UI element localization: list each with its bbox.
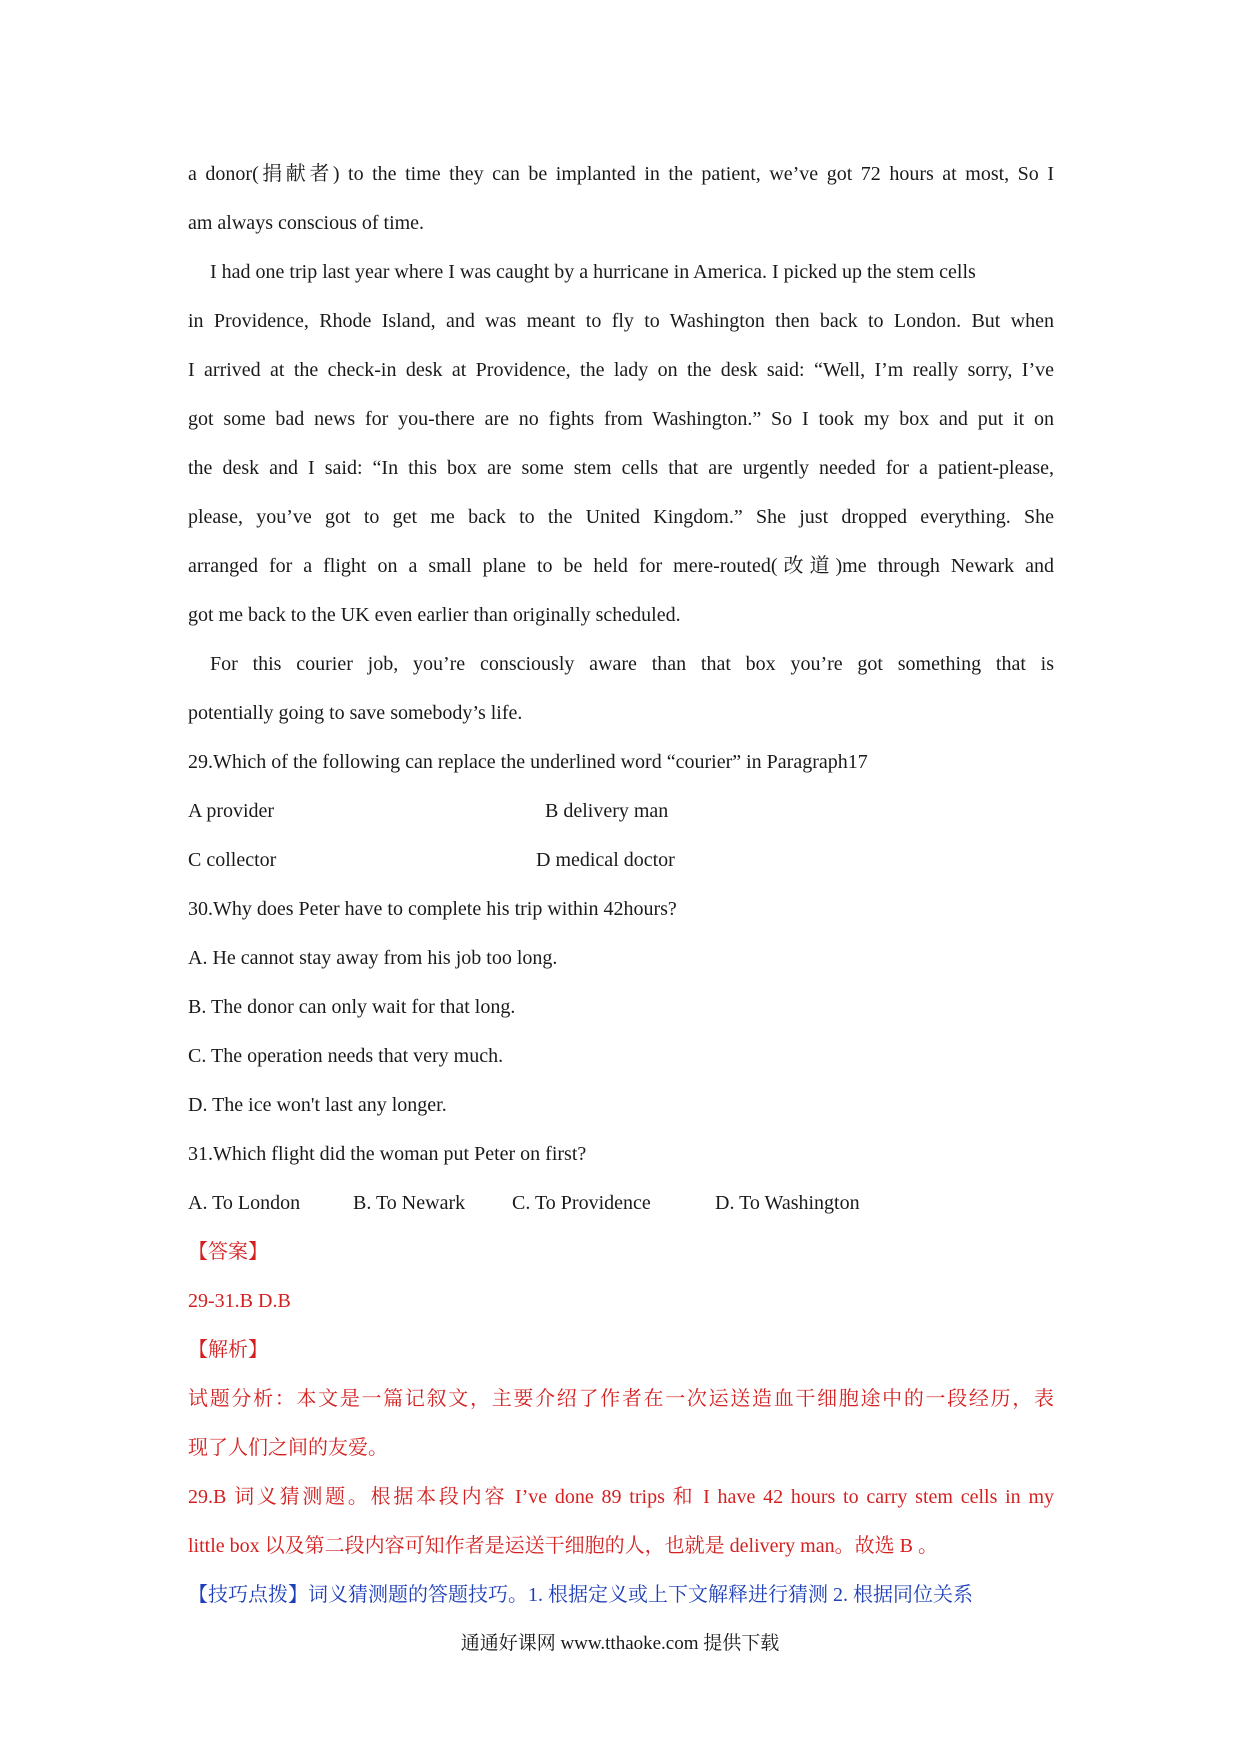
option-d: D medical doctor xyxy=(536,849,675,871)
analysis-q29: 29.B 词义猜测题。根据本段内容 I’ve done 89 trips 和 I have 42 hours to carry stem cells in my xyxy=(188,1486,1054,1508)
analysis-q29: little box 以及第二段内容可知作者是运送干细胞的人，也就是 delivery man。故选 B 。 xyxy=(188,1535,938,1557)
passage-line: got some bad news for you-there are no fights from Washington.” So I took my box and put it on xyxy=(188,408,1054,430)
passage-line: a donor(捐献者) to the time they can be implanted in the patient, we’ve got 72 hours at most, So I xyxy=(188,163,1054,185)
option-c: C collector xyxy=(188,849,277,871)
answer-value: 29-31.B D.B xyxy=(188,1290,291,1312)
option-d: D. The ice won't last any longer. xyxy=(188,1094,447,1116)
option-d: D. To Washington xyxy=(715,1192,860,1214)
option-c: C. The operation needs that very much. xyxy=(188,1045,504,1067)
passage-line: I arrived at the check-in desk at Providence, the lady on the desk said: “Well, I’m really sorry, I’ve xyxy=(188,359,1054,381)
question-29-stem: 29.Which of the following can replace the underlined word “courier” in Paragraph17 xyxy=(188,751,868,773)
tip-line xyxy=(188,1571,1054,1620)
question-31-stem: 31.Which flight did the woman put Peter on first? xyxy=(188,1143,587,1165)
option-a: A. To London xyxy=(188,1192,301,1214)
option-b: B. The donor can only wait for that long. xyxy=(188,996,516,1018)
passage-line: am always conscious of time. xyxy=(188,212,425,234)
analysis-heading: 【解析】 xyxy=(188,1339,268,1361)
question-30-stem: 30.Why does Peter have to complete his trip within 42hours? xyxy=(188,898,677,920)
page-footer: 通通好课网 www.tthaoke.com 提供下载 xyxy=(460,1633,780,1654)
document-body xyxy=(188,150,1054,1620)
analysis-summary: 试题分析：本文是一篇记叙文，主要介绍了作者在一次运送造血干细胞途中的一段经历，表 xyxy=(188,1388,1054,1410)
question-31-options xyxy=(188,1179,1054,1228)
tip-label: 【技巧点拨】 xyxy=(188,1584,308,1606)
passage-line: I had one trip last year where I was caught by a hurricane in America. I picked up the stem cells xyxy=(210,261,976,283)
tip-text: 词义猜测题的答题技巧。1. 根据定义或上下文解释进行猜测 2. 根据同位关系 xyxy=(308,1584,973,1606)
answer-heading: 【答案】 xyxy=(188,1241,268,1263)
passage-line: the desk and I said: “In this box are some stem cells that are urgently needed for a patient-please, xyxy=(188,457,1054,479)
passage-line: in Providence, Rhode Island, and was meant to fly to Washington then back to London. But when xyxy=(188,310,1054,332)
passage-line: arranged for a flight on a small plane to be held for mere-routed(改道)me through Newark and xyxy=(188,555,1054,577)
option-a: A. He cannot stay away from his job too long. xyxy=(188,947,558,969)
question-29-options-row2 xyxy=(188,836,1054,885)
question-29-options-row1 xyxy=(188,787,1054,836)
option-b: B delivery man xyxy=(545,800,669,822)
passage-line: potentially going to save somebody’s life. xyxy=(188,702,523,724)
option-c: C. To Providence xyxy=(512,1192,651,1214)
analysis-summary: 现了人们之间的友爱。 xyxy=(188,1437,388,1459)
option-b: B. To Newark xyxy=(353,1192,466,1214)
passage-line: For this courier job, you’re consciously aware than that box you’re got something that is xyxy=(210,653,1054,675)
passage-line: please, you’ve got to get me back to the United Kingdom.” She just dropped everything. She xyxy=(188,506,1054,528)
option-a: A provider xyxy=(188,800,275,822)
passage-line: got me back to the UK even earlier than originally scheduled. xyxy=(188,604,681,626)
